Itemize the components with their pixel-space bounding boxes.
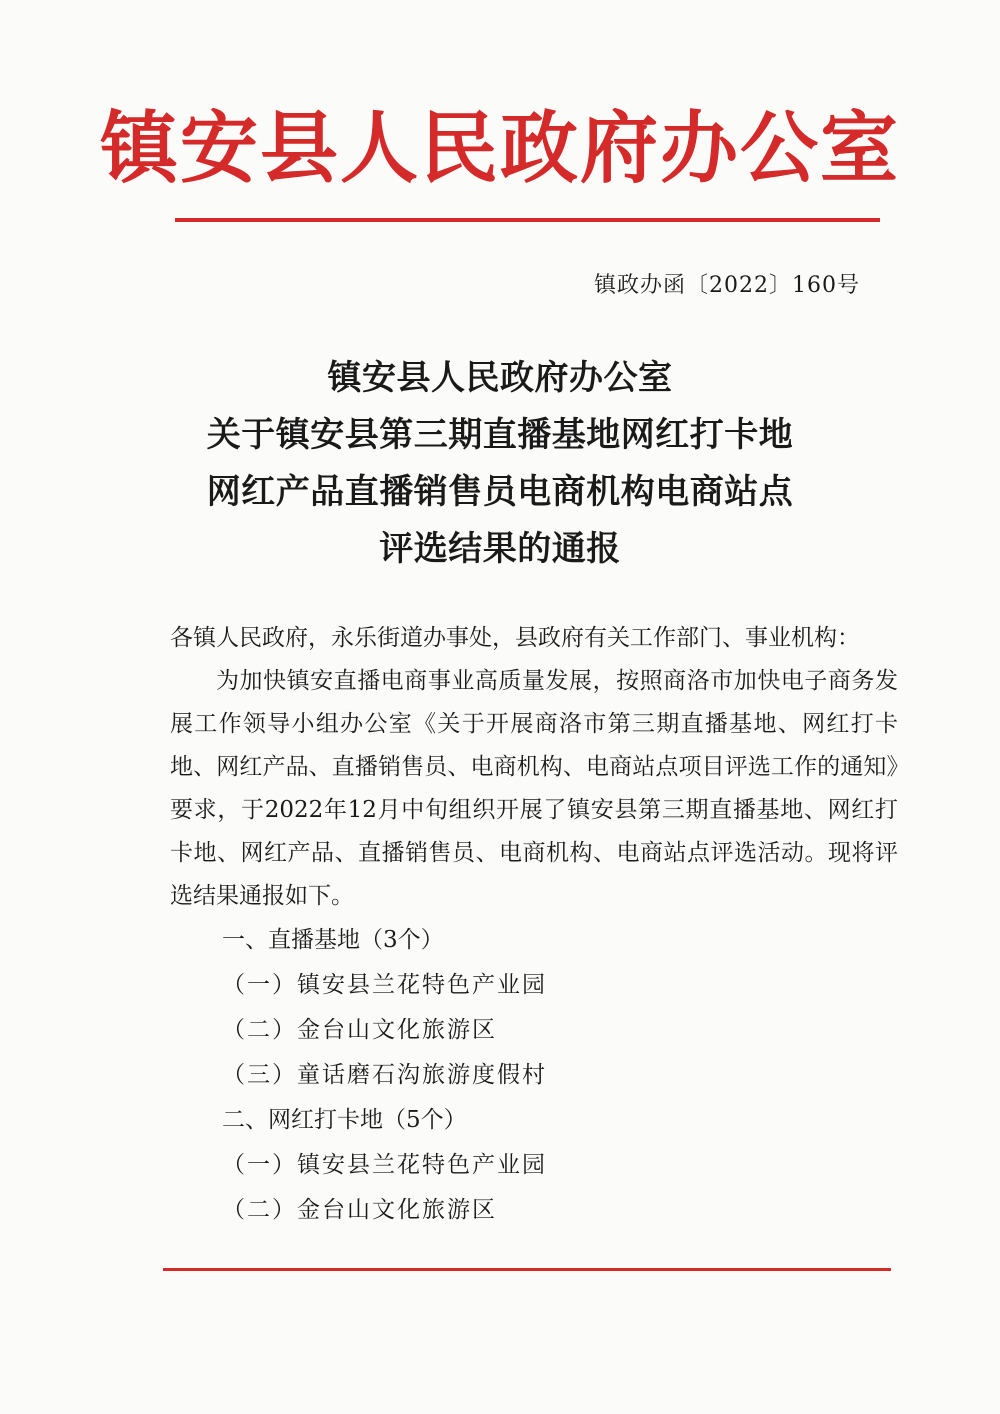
title-line: 网红产品直播销售员电商机构电商站点 [206,472,794,512]
results-list [222,918,872,1233]
salutation: 各镇人民政府，永乐街道办事处，县政府有关工作部门、事业机构： [170,625,860,651]
section-title-live-bases: 一、直播基地（3个） [222,927,444,953]
title-line: 关于镇安县第三期直播基地网红打卡地 [206,415,794,455]
footer-red-rule [163,1268,891,1271]
masthead-red-rule [175,218,880,222]
document-number: 镇政办函〔2022〕160号 [594,273,860,298]
list-item: （二）金台山文化旅游区 [222,1197,497,1223]
document-title [0,350,1000,578]
list-item: （三）童话磨石沟旅游度假村 [222,1062,547,1088]
document-body [170,617,898,918]
list-item: （一）镇安县兰花特色产业园 [222,972,547,998]
title-line: 评选结果的通报 [379,529,621,569]
section-title-checkin-spots: 二、网红打卡地（5个） [222,1107,467,1133]
masthead-office-name: 镇安县人民政府办公室 [99,103,900,194]
title-line: 镇安县人民政府办公室 [327,358,673,398]
list-item: （一）镇安县兰花特色产业园 [222,1152,547,1178]
list-item: （二）金台山文化旅游区 [222,1017,497,1043]
body-paragraph: 为加快镇安直播电商事业高质量发展，按照商洛市加快电子商务发展工作领导小组办公室《关于开展商洛市第三期直播基地、网红打卡地、网红产品、直播销售员、电商机构、电商站点项目评选工作的通知》要求，于2022年12月中旬组织开展了镇安县第三期直播基地、网红打卡地、网红产品、直播销售员、电商机构、电商站点评选活动。现将评选结果通报如下。 [170,668,898,909]
